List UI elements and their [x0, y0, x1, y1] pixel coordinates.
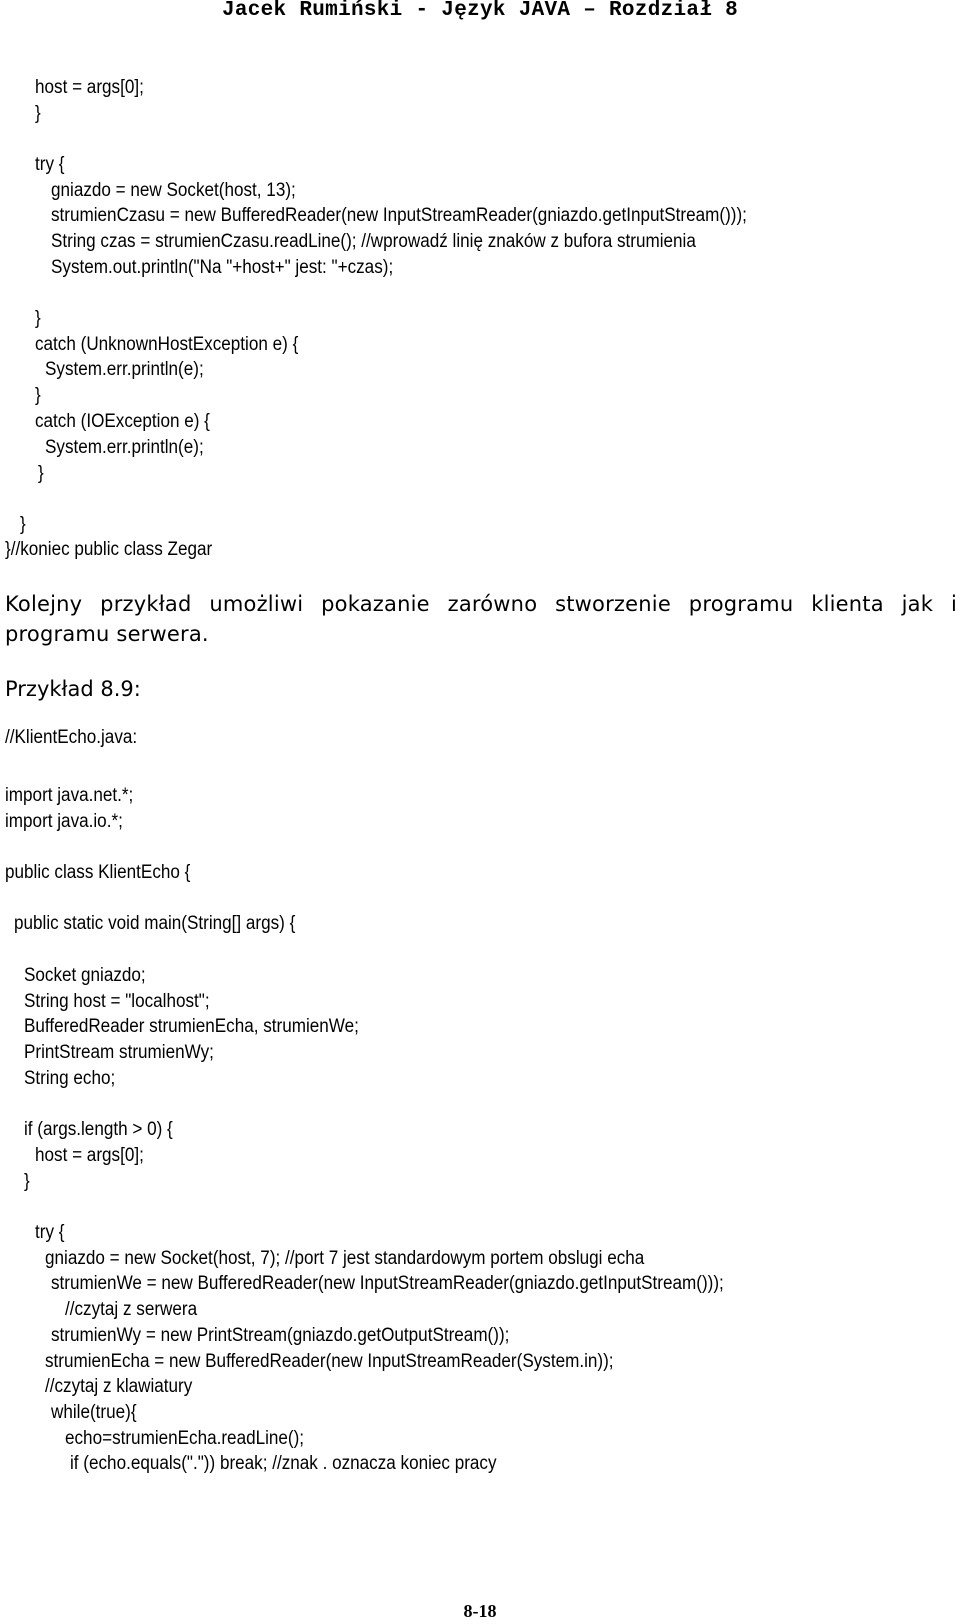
code-line: try { — [35, 1222, 65, 1243]
code-line: }//koniec public class Zegar — [5, 539, 213, 560]
code-line: echo=strumienEcha.readLine(); — [65, 1428, 305, 1449]
code-line: PrintStream strumienWy; — [24, 1042, 214, 1063]
code-line: catch (IOException e) { — [35, 411, 210, 432]
code-line: String czas = strumienCzasu.readLine(); //wprowadź linię znaków z bufora strumienia — [51, 231, 696, 252]
code-line: if (echo.equals(".")) break; //znak . oznacza koniec pracy — [70, 1453, 497, 1474]
code-line: strumienCzasu = new BufferedReader(new InputStreamReader(gniazdo.getInputStream())); — [51, 205, 747, 226]
code-line: } — [24, 1171, 30, 1192]
code-line: } — [35, 385, 41, 406]
code-line: while(true){ — [51, 1402, 137, 1423]
code-line: import java.net.*; — [5, 785, 134, 806]
code-line: } — [38, 463, 44, 484]
example-heading: Przykład 8.9: — [5, 677, 141, 701]
code-line: public class KlientEcho { — [5, 862, 191, 883]
paragraph-line: programu serwera. — [5, 622, 209, 646]
code-line: gniazdo = new Socket(host, 7); //port 7 jest standardowym portem obslugi echa — [45, 1248, 645, 1269]
code-line: System.out.println("Na "+host+" jest: "+czas); — [51, 257, 394, 278]
code-line: try { — [35, 154, 65, 175]
page-number: 8-18 — [463, 1601, 497, 1621]
body-paragraph — [5, 589, 957, 649]
paragraph-line: Kolejny przykład umożliwi pokazanie zarówno stworzenie programu klienta jak i — [5, 592, 957, 616]
code-line: strumienWy = new PrintStream(gniazdo.getOutputStream()); — [51, 1325, 510, 1346]
code-line: System.err.println(e); — [45, 437, 204, 458]
code-line: if (args.length > 0) { — [24, 1119, 173, 1140]
code-line: } — [35, 103, 41, 124]
code-line: import java.io.*; — [5, 811, 123, 832]
running-header: Jacek Rumiński - Język JAVA – Rozdział 8 — [221, 0, 739, 22]
code-line: //KlientEcho.java: — [5, 727, 138, 748]
code-line: catch (UnknownHostException e) { — [35, 334, 299, 355]
code-line: public static void main(String[] args) { — [14, 913, 296, 934]
code-line: Socket gniazdo; — [24, 965, 146, 986]
code-line: } — [20, 514, 26, 535]
code-line: host = args[0]; — [35, 77, 144, 98]
code-line: strumienWe = new BufferedReader(new InputStreamReader(gniazdo.getInputStream())); — [51, 1273, 724, 1294]
code-line: } — [35, 308, 41, 329]
code-line: BufferedReader strumienEcha, strumienWe; — [24, 1016, 359, 1037]
code-line: //czytaj z serwera — [65, 1299, 198, 1320]
code-line: strumienEcha = new BufferedReader(new InputStreamReader(System.in)); — [45, 1351, 614, 1372]
code-line: host = args[0]; — [35, 1145, 144, 1166]
code-line: gniazdo = new Socket(host, 13); — [51, 180, 296, 201]
code-line: System.err.println(e); — [45, 359, 204, 380]
code-line: String echo; — [24, 1068, 116, 1089]
code-line: //czytaj z klawiatury — [45, 1376, 193, 1397]
code-line: String host = "localhost"; — [24, 991, 210, 1012]
